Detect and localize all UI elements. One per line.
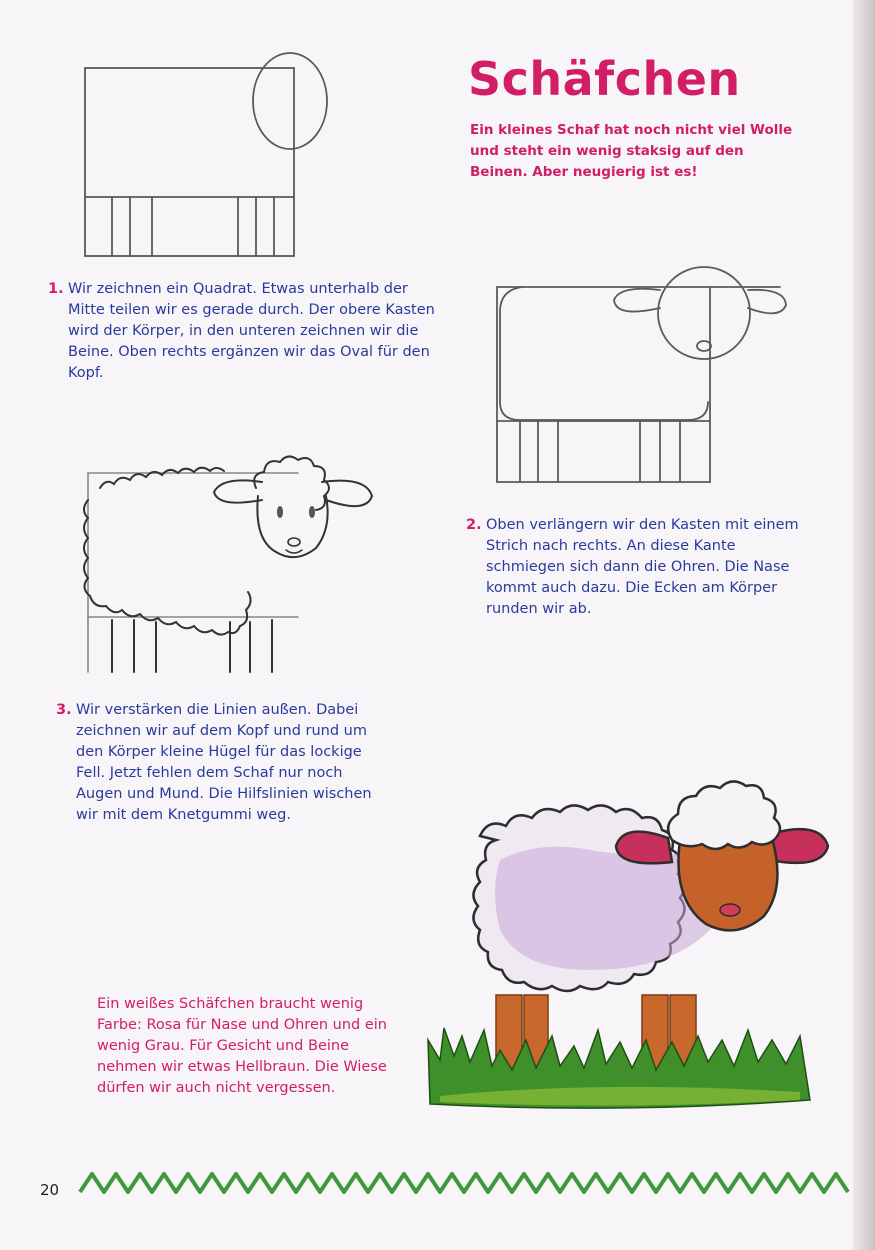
step-2-text: Oben verlängern wir den Kasten mit einem Strich nach rechts. An diese Kante schmiegen sich dann die Ohren. Die Nase kommt auch dazu. Die Ecken am Körper runden wir ab. bbox=[486, 517, 799, 617]
step-1 bbox=[48, 279, 448, 384]
step-3-number: 3. bbox=[56, 702, 72, 718]
book-binding-edge bbox=[853, 0, 875, 1250]
color-tip-text: Ein weißes Schäfchen braucht wenig Farbe: Rosa für Nase und Ohren und ein wenig Grau. Für Gesicht und Beine nehmen wir etwas Hellbraun. Die Wiese dürfen wir auch nicht vergessen. bbox=[97, 996, 387, 1096]
page-number: 20 bbox=[40, 1181, 60, 1199]
step-1-text: Wir zeichnen ein Quadrat. Etwas unterhalb der Mitte teilen wir es gerade durch. Der obere Kasten wird der Körper, in den unteren zeichnen wir die Beine. Oben rechts ergänzen wir das Oval für den Kopf. bbox=[68, 281, 435, 381]
step-2-number: 2. bbox=[466, 517, 482, 533]
step-3 bbox=[56, 700, 376, 826]
colored-sheep bbox=[428, 781, 828, 1108]
step-1-number: 1. bbox=[48, 281, 64, 297]
intro-text: Ein kleines Schaf hat noch nicht viel Wolle und steht ein wenig staksig auf den Beinen. Aber neugierig ist es! bbox=[470, 122, 793, 180]
sketch-step-3 bbox=[84, 456, 372, 672]
page-title: Schäfchen bbox=[468, 52, 741, 106]
sketch-step-2 bbox=[497, 267, 786, 482]
sketch-step-1 bbox=[85, 53, 327, 256]
step-2 bbox=[466, 515, 806, 620]
step-3-text: Wir verstärken die Linien außen. Dabei zeichnen wir auf dem Kopf und rund um den Körper kleine Hügel für das lockige Fell. Jetzt fehlen dem Schaf nur noch Augen und Mund. Die Hilfslinien wischen wir mit dem Knetgummi weg. bbox=[76, 702, 372, 823]
zigzag-border bbox=[80, 1174, 848, 1192]
